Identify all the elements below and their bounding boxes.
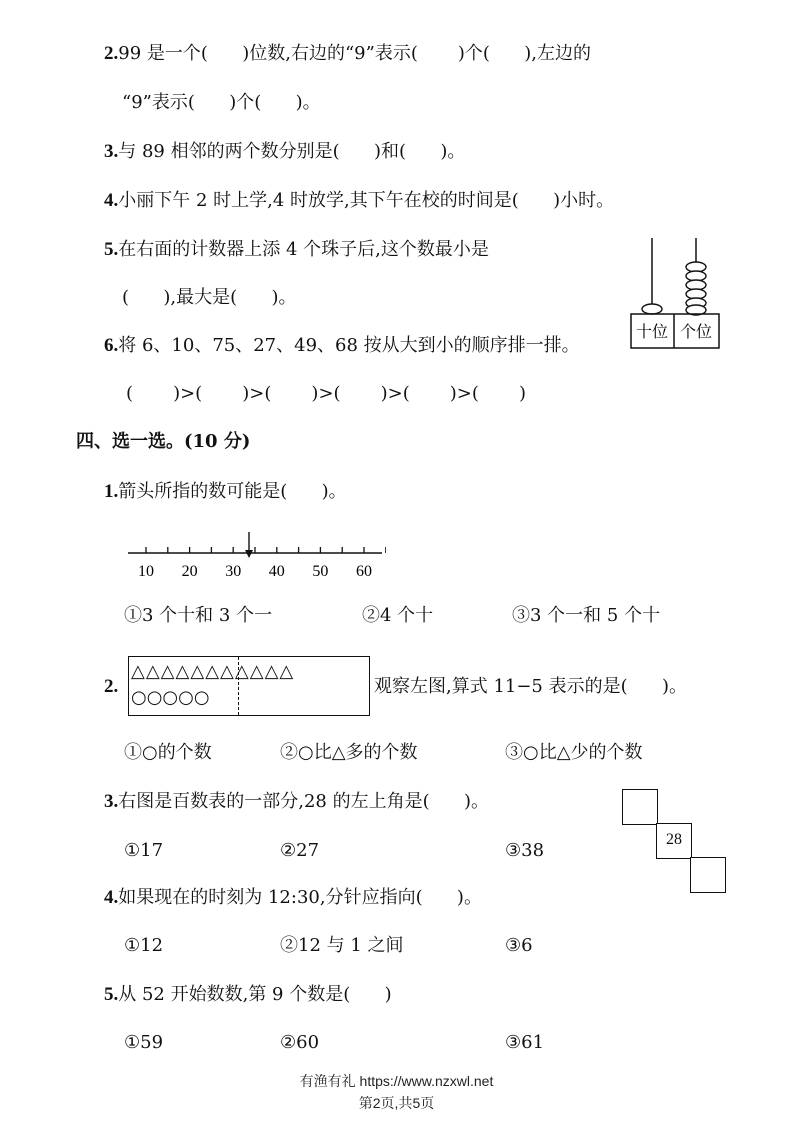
tick-label: 40 — [268, 563, 285, 580]
q-text: 与 89 相邻的两个数分别是( )和( )。 — [118, 141, 466, 162]
q-text: 如果现在的时刻为 12:30,分针应指向( )。 — [118, 887, 482, 908]
tick-label: 60 — [356, 563, 372, 580]
arrow-head-icon — [245, 550, 253, 558]
q-number: 2. — [104, 43, 119, 64]
q3-5 — [104, 239, 489, 261]
q3-6 — [104, 335, 580, 357]
q3-6-blanks: ( )>( )>( )>( )>( )>( ) — [126, 383, 526, 404]
q-text: 右图是百数表的一部分,28 的左上角是( )。 — [118, 791, 489, 812]
watermark: 有渔有礼 https://www.nzxwl.net — [299, 1073, 494, 1089]
tens-label: 十位 — [635, 324, 669, 341]
q-text: 99 是一个( )位数,右边的“9”表示( )个( ),左边的 — [118, 43, 592, 64]
q4-2-opt1: ①○的个数 — [124, 742, 212, 763]
q4-2-text: 观察左图,算式 11−5 表示的是( )。 — [374, 676, 687, 697]
q3-3 — [104, 141, 465, 163]
abacus-diagram — [628, 236, 724, 352]
q-number: 6. — [104, 335, 119, 356]
q-number: 3. — [104, 141, 119, 162]
q4-5-opt1: ①59 — [124, 1032, 164, 1053]
q4-3-opt3: ③38 — [505, 840, 545, 861]
q-text: 小丽下午 2 时上学,4 时放学,其下午在校的时间是( )小时。 — [118, 190, 615, 211]
q4-3 — [104, 791, 489, 813]
q4-5 — [104, 984, 392, 1006]
tick-label: 20 — [181, 563, 198, 580]
q-number: 4. — [104, 190, 119, 211]
q-number: 1. — [104, 481, 119, 502]
cell-value: 28 — [666, 831, 682, 848]
q-number: 4. — [104, 887, 119, 908]
q4-5-opt3: ③61 — [505, 1032, 545, 1053]
q3-4 — [104, 190, 614, 212]
q4-3-opt2: ②27 — [280, 840, 320, 861]
q-text: 在右面的计数器上添 4 个珠子后,这个数最小是 — [118, 239, 489, 260]
q-number: 5. — [104, 984, 119, 1005]
q-number: 5. — [104, 239, 119, 260]
tick-label: 50 — [312, 563, 329, 580]
q3-2 — [104, 43, 591, 65]
q4-4-opt1: ①12 — [124, 935, 164, 956]
chart-cell-28 — [656, 823, 692, 859]
q4-1-opt1: ①3 个十和 3 个一 — [124, 605, 273, 626]
q4-5-opt2: ②60 — [280, 1032, 320, 1053]
q4-3-opt1: ①17 — [124, 840, 164, 861]
q4-2-number: 2. — [104, 676, 119, 697]
q3-5-line2: ( ),最大是( )。 — [122, 287, 297, 308]
tick-label: 30 — [225, 563, 242, 580]
q4-1-opt3: ③3 个一和 5 个十 — [512, 605, 661, 626]
page-number: 第2页,共5页 — [358, 1095, 435, 1111]
section-title: 四、选一选。(10 分) — [76, 431, 251, 452]
q4-4-opt3: ③6 — [505, 935, 533, 956]
q4-1 — [104, 481, 347, 503]
shapes-figure — [128, 656, 370, 716]
q4-4-opt2: ②12 与 1 之间 — [280, 935, 404, 956]
chart-cell — [622, 789, 658, 825]
q-number: 3. — [104, 791, 119, 812]
circle-row: ○○○○○ — [131, 687, 210, 708]
q4-2-opt2: ②○比△多的个数 — [280, 742, 418, 763]
q4-2-opt3: ③○比△少的个数 — [505, 742, 643, 763]
q3-2-line2: “9”表示( )个( )。 — [122, 92, 321, 113]
q-text: 箭头所指的数可能是( )。 — [118, 481, 347, 502]
number-line — [124, 528, 386, 584]
q4-4 — [104, 887, 482, 909]
tick-label: 10 — [138, 563, 154, 580]
q-text: 将 6、10、75、27、49、68 按从大到小的顺序排一排。 — [118, 335, 580, 356]
q4-1-opt2: ②4 个十 — [362, 605, 434, 626]
bead — [642, 304, 662, 314]
chart-cell — [690, 857, 726, 893]
ones-label: 个位 — [679, 324, 713, 341]
q-text: 从 52 开始数数,第 9 个数是( ) — [118, 984, 392, 1005]
triangle-row: △△△△△△△△△△△ — [131, 661, 295, 682]
